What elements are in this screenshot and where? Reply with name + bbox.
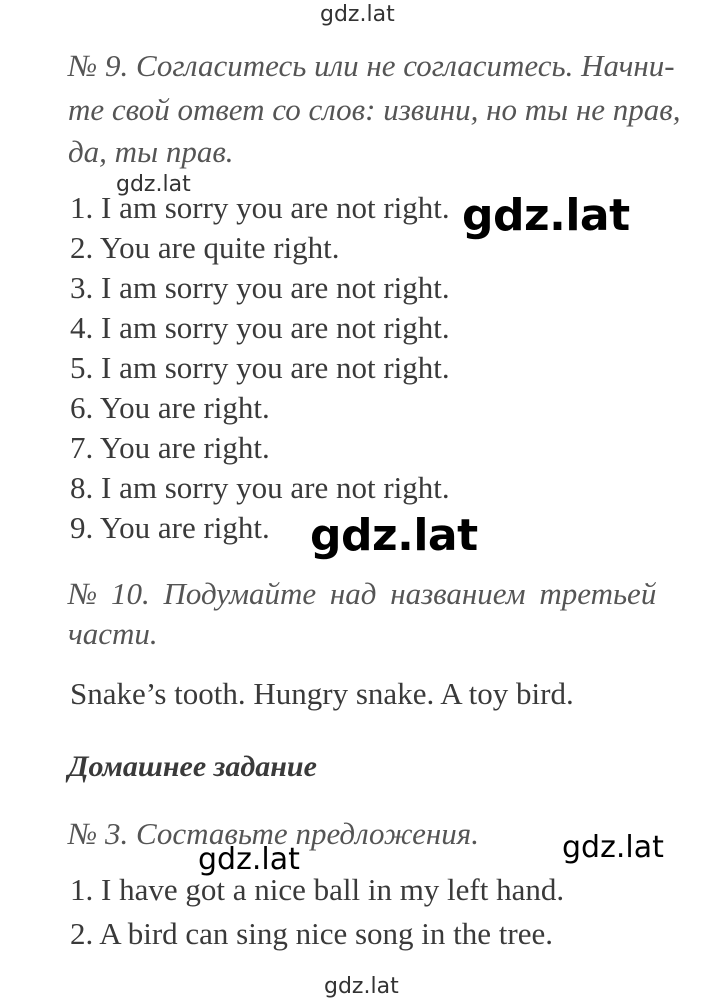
watermark-top: gdz.lat [320,2,395,27]
watermark-large: gdz.lat [310,510,478,561]
watermark-large: gdz.lat [462,190,630,241]
task-9-line-1: № 9. Согласитесь или не согласитесь. Начни- [68,48,675,83]
task-10-line-2: части. [68,616,158,651]
homework-task-3: № 3. Составьте предложения. [68,816,479,851]
answer-line: 9. You are right. [70,510,270,545]
task-9-line-3: да, ты прав. [68,134,234,169]
answer-line: 8. I am sorry you are not right. [70,470,450,505]
homework-heading: Домашнее задание [68,750,317,783]
task-9-line-2: те свой ответ со слов: извини, но ты не прав, [68,92,681,127]
homework-answer-line: 2. A bird can sing nice song in the tree. [70,916,553,951]
answer-line: 6. You are right. [70,390,270,425]
answer-line: 1. I am sorry you are not right. [70,190,450,225]
answer-line: 3. I am sorry you are not right. [70,270,450,305]
watermark-small: gdz.lat [116,172,191,197]
task-10-line-1: № 10. Подумайте над названием третьей [68,576,657,611]
watermark-medium: gdz.lat [198,842,300,877]
task-10-answer: Snake’s tooth. Hungry snake. A toy bird. [70,676,574,711]
answer-line: 7. You are right. [70,430,270,465]
homework-answer-line: 1. I have got a nice ball in my left hand. [70,872,565,907]
answer-line: 5. I am sorry you are not right. [70,350,450,385]
watermark-bottom: gdz.lat [324,974,399,999]
answer-line: 2. You are quite right. [70,230,340,265]
answer-line: 4. I am sorry you are not right. [70,310,450,345]
watermark-medium: gdz.lat [562,830,664,865]
